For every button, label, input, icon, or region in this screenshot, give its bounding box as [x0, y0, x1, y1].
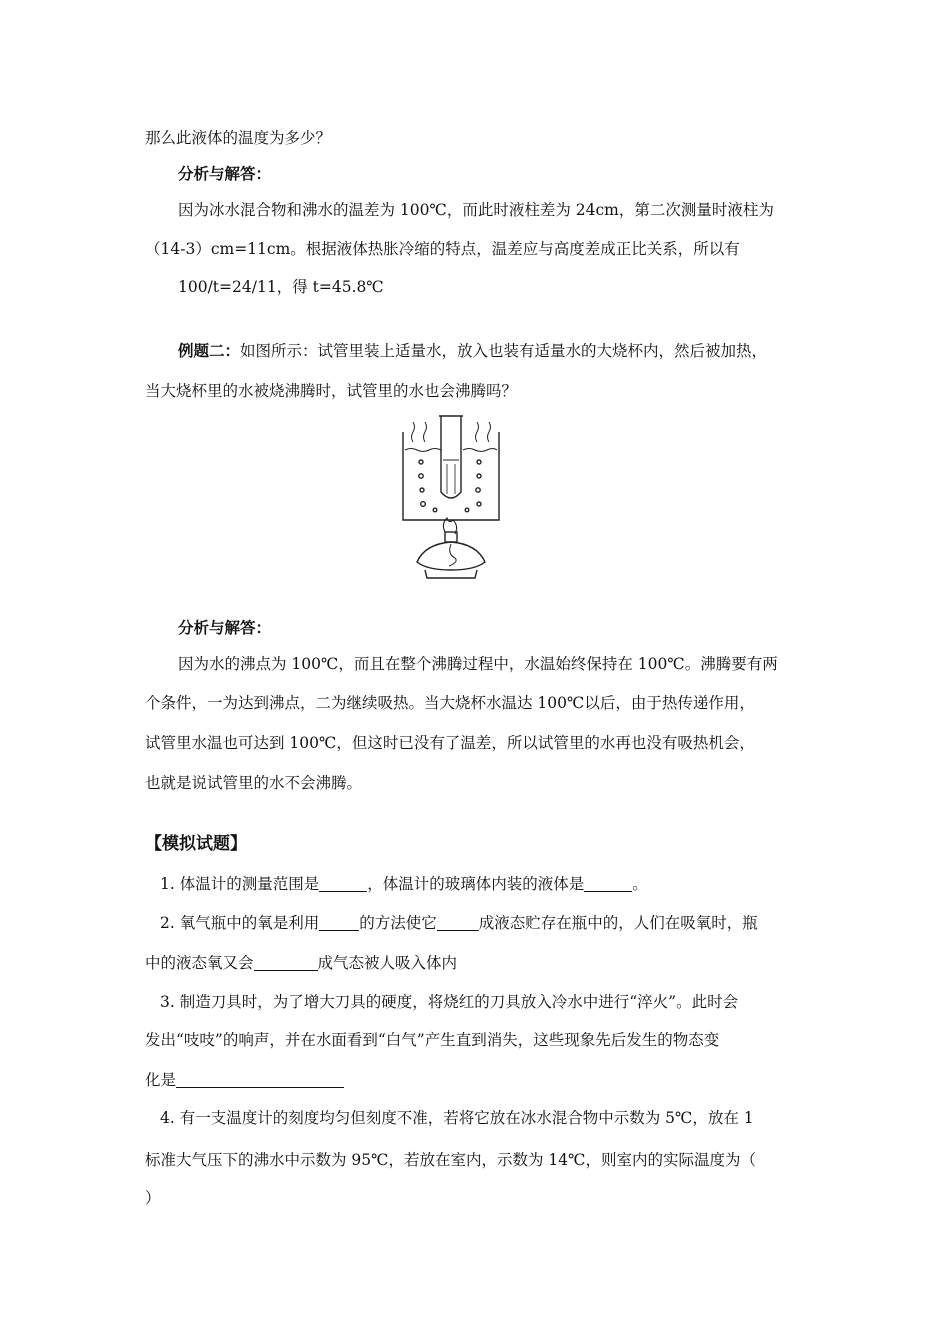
question-1: [160, 874, 648, 894]
question-3-line-3: [145, 1070, 344, 1090]
question-2-line-1: [160, 913, 758, 933]
answer-blank-3[interactable]: [176, 1072, 344, 1088]
answer-blank-2b[interactable]: [437, 915, 479, 931]
example-two-label: 例题二：: [178, 341, 241, 360]
analysis-text-2: （14-3）cm=11cm。根据液体热胀冷缩的特点，温差应与高度差成正比关系，所以有: [145, 240, 740, 258]
question-3-line-2: 发出“吱吱”的响声，并在水面看到“白气”产生直到消失，这些现象先后发生的物态变: [145, 1031, 720, 1049]
example-two-text: 如图所示：试管里装上适量水，放入也装有适量水的大烧杯内，然后被加热，: [240, 342, 768, 360]
question-2-text-e: 成气态被人吸入体内: [317, 954, 458, 972]
answer-blank-1b[interactable]: [584, 876, 632, 892]
question-2-line-2: [145, 953, 457, 973]
analysis-heading-1: 分析与解答：: [178, 164, 272, 183]
analysis-2-text-2: 个条件，一为达到沸点，二为继续吸热。当大烧杯水温达 100℃以后，由于热传递作用，: [145, 694, 755, 712]
answer-blank-1a[interactable]: [319, 876, 367, 892]
question-4-line-1: 4. 有一支温度计的刻度均匀但刻度不准，若将它放在冰水混合物中示数为 5℃，放在 1: [160, 1109, 754, 1127]
analysis-2-text-3: 试管里水温也可达到 100℃，但这时已没有了温差，所以试管里的水再也没有吸热机会，: [145, 734, 755, 752]
question-4-line-2: 标准大气压下的沸水中示数为 95℃，若放在室内，示数为 14℃，则室内的实际温度为（: [145, 1151, 756, 1169]
question-1-text-c: 。: [632, 875, 648, 893]
question-3-line-1: 3. 制造刀具时，为了增大刀具的硬度，将烧红的刀具放入冷水中进行“淬火”。此时会: [160, 993, 739, 1011]
analysis-2-text-4: 也就是说试管里的水不会沸腾。: [145, 774, 363, 792]
question-tail: 那么此液体的温度为多少？: [145, 129, 332, 147]
analysis-formula: 100/t=24/11，得 t=45.8℃: [178, 278, 384, 296]
example-two-line-1: [178, 341, 767, 361]
question-2-text-d: 中的液态氧又会: [145, 954, 254, 972]
question-2-text-a: 2. 氧气瓶中的氧是利用: [160, 914, 320, 932]
question-4-line-3: ）: [145, 1189, 161, 1207]
question-1-text-a: 1. 体温计的测量范围是: [160, 875, 320, 893]
answer-blank-2c[interactable]: [254, 955, 318, 971]
analysis-text-1: 因为冰水混合物和沸水的温差为 100℃，而此时液柱差为 24cm，第二次测量时液柱为: [178, 201, 774, 219]
question-2-text-c: 成液态贮存在瓶中的，人们在吸氧时，瓶: [478, 914, 758, 932]
analysis-2-text-1: 因为水的沸点为 100℃，而且在整个沸腾过程中，水温始终保持在 100℃。沸腾要有两: [178, 655, 778, 673]
answer-blank-2a[interactable]: [319, 915, 359, 931]
question-1-text-b: ，体温计的玻璃体内装的液体是: [367, 875, 585, 893]
analysis-heading-2: 分析与解答：: [178, 618, 272, 637]
beaker-test-tube-figure: [395, 412, 510, 582]
example-two-line-2: 当大烧杯里的水被烧沸腾时，试管里的水也会沸腾吗？: [145, 382, 518, 400]
mock-test-heading: 【模拟试题】: [145, 834, 247, 854]
question-2-text-b: 的方法使它: [359, 914, 437, 932]
question-3-text-c: 化是: [145, 1071, 177, 1089]
